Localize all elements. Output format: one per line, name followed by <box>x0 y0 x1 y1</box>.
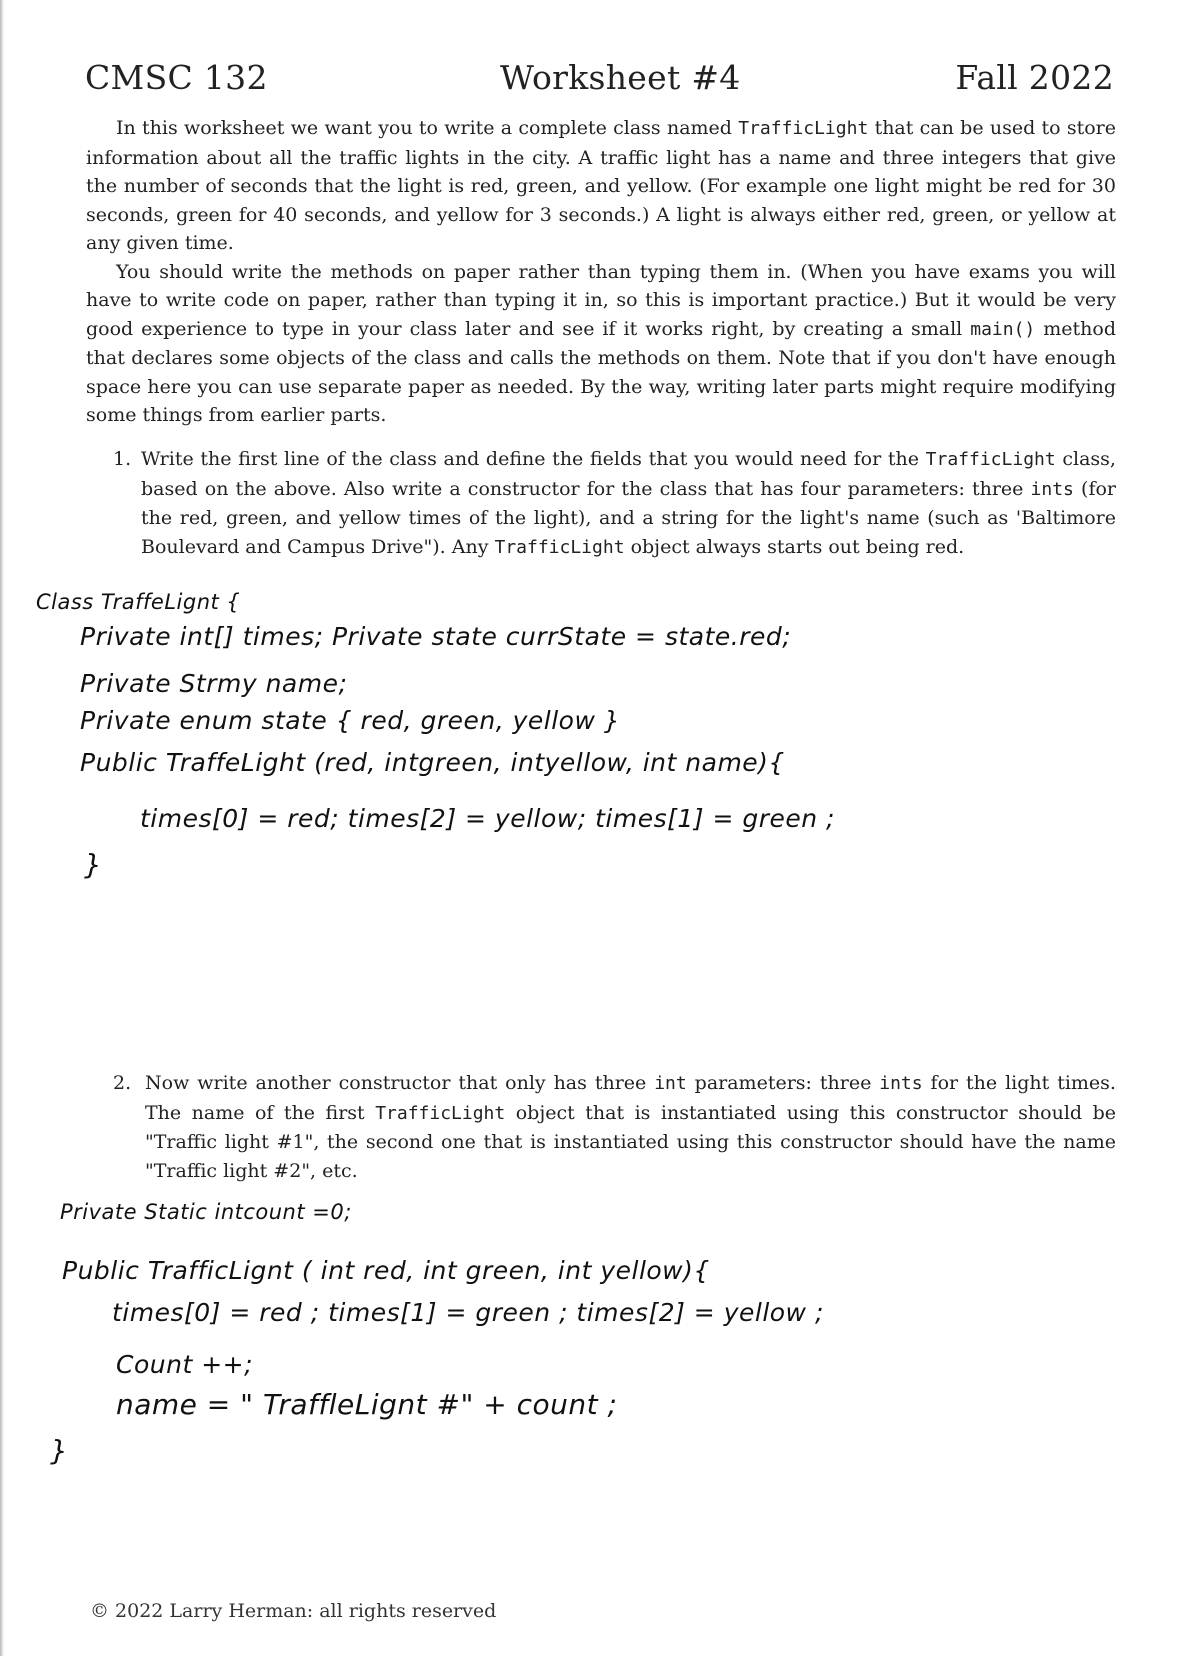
intro-section <box>86 114 1116 430</box>
handwritten-line: times[0] = red ; times[1] = green ; times[2] = yellow ; <box>112 1298 824 1327</box>
worksheet-title: Worksheet #4 <box>500 58 741 97</box>
question-2-text: Now write another constructor that only has three int parameters: three ints for the light times. The name of the first TrafficLight object that is instantiated using this constructor should be "Traffic light #1", the second one that is instantiated using this constructor should have the name "Traffic light #2", etc. <box>145 1072 1116 1182</box>
scan-edge-shadow <box>0 0 4 1656</box>
handwritten-line: } <box>84 848 103 881</box>
question-1-number: 1. <box>113 448 132 470</box>
handwritten-line: Class TraffeLignt { <box>36 590 241 614</box>
handwritten-line: Private Static intcount =0; <box>60 1200 352 1224</box>
handwritten-line: name = " TraffleLignt #" + count ; <box>116 1388 618 1421</box>
handwritten-line: Private enum state { red, green, yellow } <box>80 706 621 735</box>
course-code: CMSC 132 <box>85 58 268 97</box>
handwritten-line: Private Strmy name; <box>80 669 348 698</box>
handwritten-line: Public TraffeLight (red, intgreen, intyellow, int name){ <box>80 748 785 777</box>
question-1-text: Write the first line of the class and define the fields that you would need for the TrafficLight class, based on the above. Also write a constructor for the class that has four parameters: three ints (for the red, green, and yellow times of the light), and a string for the light's name (such as 'Baltimore Boulevard and Campus Drive"). Any TrafficLight object always starts out being red. <box>141 448 1116 558</box>
handwritten-line: Private int[] times; Private state currState = state.red; <box>80 622 792 651</box>
copyright-footer: © 2022 Larry Herman: all rights reserved <box>90 1600 497 1622</box>
term-label: Fall 2022 <box>955 58 1114 97</box>
handwritten-line: Count ++; <box>116 1350 254 1379</box>
handwritten-line: Public TrafficLignt ( int red, int green, int yellow){ <box>62 1256 710 1285</box>
handwritten-line: times[0] = red; times[2] = yellow; times[1] = green ; <box>140 804 835 833</box>
intro-paragraph-2: You should write the methods on paper rather than typing them in. (When you have exams you will have to write code on paper, rather than typing it in, so this is important practice.) But it would be very good experience to type in your class later and see if it works right, by creating a small main() method that declares some objects of the class and calls the methods on them. Note that if you don't have enough space here you can use separate paper as needed. By the way, writing later parts might require modifying some things from earlier parts. <box>86 260 1116 426</box>
question-2-number: 2. <box>113 1072 132 1094</box>
intro-paragraph-1: In this worksheet we want you to write a complete class named TrafficLight that can be used to store information about all the traffic lights in the city. A traffic light has a name and three integers that give the number of seconds that the light is red, green, and yellow. (For example one light might be red for 30 seconds, green for 40 seconds, and yellow for 3 seconds.) A light is always either red, green, or yellow at any given time. <box>86 117 1116 254</box>
handwritten-line: } <box>50 1434 69 1467</box>
